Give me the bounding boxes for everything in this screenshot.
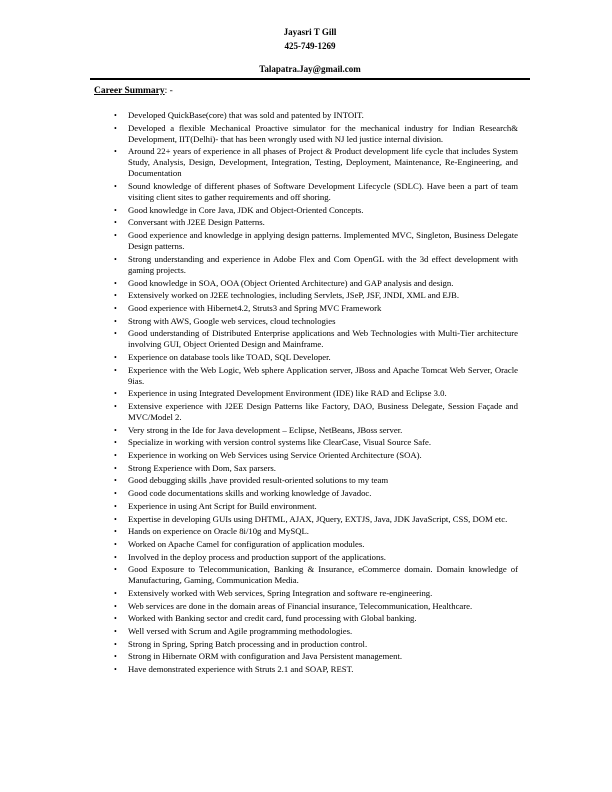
list-item-text: Well versed with Scrum and Agile programming methodologies. <box>128 626 353 636</box>
list-item <box>114 462 518 474</box>
list-item <box>114 181 518 203</box>
list-item-text: Good experience and knowledge in applying design patterns. Implemented MVC, Singleton, Business Delegate Design patterns. <box>128 230 518 252</box>
bullet-icon: • <box>114 652 117 662</box>
list-item <box>114 146 518 179</box>
list-item <box>114 364 518 387</box>
list-item-text: Specialize in working with version control systems like ClearCase, Visual Source Safe. <box>128 437 432 448</box>
list-item-text: Strong Experience with Dom, Sax parsers. <box>128 462 276 473</box>
bullet-icon: • <box>114 254 117 264</box>
bullet-icon: • <box>114 588 117 598</box>
bullet-icon: • <box>114 218 117 228</box>
list-item <box>114 500 518 512</box>
list-item-text: Experience with the Web Logic, Web sphere Application server, JBoss and Apache Tomcat Web Server, Oracle 9ias. <box>128 364 518 386</box>
list-item <box>114 122 518 145</box>
list-item <box>114 230 518 252</box>
list-item <box>114 526 518 537</box>
list-item <box>114 664 518 675</box>
bullet-icon: • <box>114 539 117 549</box>
list-item <box>114 626 518 637</box>
list-item-text: Experience in using Integrated Development Environment (IDE) like RAD and Eclipse 3.0. <box>128 388 447 399</box>
list-item <box>114 328 518 350</box>
list-item-text: Developed a flexible Mechanical Proactive simulator for the mechanical industry for Indian Research& Development, IIT(Delhi)- that has been wrongly used with NJ led justice internal division. <box>128 122 518 144</box>
list-item-text: Experience on database tools like TOAD, SQL Developer. <box>128 351 331 362</box>
bullet-icon: • <box>114 329 117 339</box>
bullet-icon: • <box>114 182 117 192</box>
bullet-icon: • <box>114 527 117 537</box>
list-item-text: Good experience with Hibernet4.2, Struts3 and Spring MVC Framework <box>128 302 382 313</box>
list-item <box>114 450 518 461</box>
list-item <box>114 475 518 486</box>
list-item <box>114 388 518 399</box>
bullet-icon: • <box>114 463 117 473</box>
list-item <box>114 315 518 327</box>
list-item-text: Conversant with J2EE Design Patterns. <box>128 217 265 228</box>
section-title: Career Summary <box>94 86 165 96</box>
list-item-text: Good understanding of Distributed Enterprise applications and Web Technologies with Multi-Tier architecture involving GUI, Object Oriented Design and Mainframe. <box>128 328 518 350</box>
list-item-text: Good debugging skills ,have provided result-oriented solutions to my team <box>128 475 389 486</box>
bullet-icon: • <box>114 278 117 288</box>
bullet-icon: • <box>114 501 117 511</box>
candidate-phone: 425-749-1269 <box>284 41 336 51</box>
list-item-text: Web services are done in the domain areas of Financial insurance, Telecommunication, Healthcare. <box>128 600 473 611</box>
list-item <box>114 551 518 563</box>
list-item <box>114 351 518 363</box>
list-item-text: Extensively worked with Web services, Spring Integration and software re-engineering. <box>128 587 433 598</box>
list-item-text: Experience in working on Web Services using Service Oriented Architecture (SOA). <box>128 450 422 461</box>
list-item <box>114 513 518 525</box>
bullet-icon: • <box>114 402 117 411</box>
bullet-icon: • <box>114 231 117 241</box>
bullet-icon: • <box>114 552 117 562</box>
bullet-icon: • <box>114 123 117 133</box>
bullet-icon: • <box>114 316 117 326</box>
list-item-text: Developed QuickBase(core) that was sold and patented by INTOIT. <box>128 110 364 120</box>
section-suffix: : - <box>164 86 173 96</box>
section-heading <box>94 86 173 96</box>
bullet-icon: • <box>114 639 117 649</box>
bullet-icon: • <box>114 514 117 524</box>
list-item-text: Sound knowledge of different phases of Software Development Lifecycle (SDLC). Have been a part of team visiting client sites to gather requirements and off shoring. <box>128 181 518 203</box>
list-item <box>114 110 518 121</box>
bullet-icon: • <box>114 489 117 499</box>
list-item-text: Experience in using Ant Script for Build environment. <box>128 500 317 511</box>
list-item <box>114 651 518 662</box>
list-item <box>114 538 518 550</box>
list-item <box>114 204 518 216</box>
list-item-text: Good knowledge in Core Java, JDK and Object-Oriented Concepts. <box>128 204 364 215</box>
list-item <box>114 302 518 314</box>
list-item <box>114 613 518 624</box>
bullet-icon: • <box>114 627 117 636</box>
bullet-icon: • <box>114 476 117 486</box>
list-item <box>114 290 518 301</box>
list-item <box>114 401 518 423</box>
bullet-icon: • <box>114 111 117 120</box>
list-item <box>114 437 518 448</box>
list-item-text: Have demonstrated experience with Struts 2.1 and SOAP, REST. <box>128 664 354 675</box>
bullet-icon: • <box>114 352 117 362</box>
list-item-text: Strong understanding and experience in Adobe Flex and Com OpenGL with the 3d effect development with gaming projects. <box>128 253 518 275</box>
list-item <box>114 587 518 599</box>
bullet-icon: • <box>114 614 117 624</box>
list-item-text: Worked with Banking sector and credit card, fund processing with Global banking. <box>128 613 417 624</box>
bullet-icon: • <box>114 438 117 448</box>
bullet-icon: • <box>114 665 117 675</box>
list-item-text: Extensive experience with J2EE Design Patterns like Factory, DAO, Business Delegate, Session Façade and MVC/Model 2. <box>128 401 518 422</box>
list-item-text: Strong with AWS, Google web services, cloud technologies <box>128 315 336 326</box>
list-item-text: Strong in Hibernate ORM with configuration and Java Persistent management. <box>128 651 403 662</box>
list-item <box>114 600 518 612</box>
bullet-icon: • <box>114 303 117 313</box>
candidate-email: Talapatra.Jay@gmail.com <box>259 64 361 74</box>
candidate-name: Jayasri T Gill <box>283 27 337 37</box>
bullet-icon: • <box>114 425 117 435</box>
career-summary-list <box>114 110 518 677</box>
list-item-text: Good code documentations skills and working knowledge of Javadoc. <box>128 488 372 499</box>
list-item <box>114 488 518 499</box>
list-item <box>114 217 518 228</box>
list-item-text: Expertise in developing GUIs using DHTML, AJAX, JQuery, EXTJS, Java, JDK JavaScript, CSS, DOM etc. <box>128 513 508 524</box>
bullet-icon: • <box>114 291 117 301</box>
list-item <box>114 564 518 586</box>
bullet-icon: • <box>114 389 117 399</box>
list-item-text: Hands on experience on Oracle 8i/10g and MySQL. <box>128 526 309 537</box>
list-item-text: Around 22+ years of experience in all phases of Project & Product development life cycle that includes System Study, Analysis, Design, Development, Integration, Testing, Deployment, Maintenance, Re-Engineering, and Documentation <box>128 146 518 179</box>
list-item <box>114 277 518 289</box>
bullet-icon: • <box>114 451 117 461</box>
list-item-text: Extensively worked on J2EE technologies, including Servlets, JSeP, JSF, JNDI, XML and EJB. <box>128 290 460 301</box>
bullet-icon: • <box>114 601 117 611</box>
list-item-text: Worked on Apache Camel for configuration of application modules. <box>128 538 365 549</box>
bullet-icon: • <box>114 365 117 375</box>
list-item <box>114 638 518 650</box>
list-item-text: Strong in Spring, Spring Batch processing and in production control. <box>128 638 368 649</box>
bullet-icon: • <box>114 205 117 215</box>
list-item-text: Good Exposure to Telecommunication, Banking & Insurance, eCommerce domain. Domain knowledge of Manufacturing, Gaming, Communication Media. <box>128 564 518 586</box>
list-item <box>114 424 518 436</box>
list-item-text: Very strong in the Ide for Java development – Eclipse, NetBeans, JBoss server. <box>128 424 403 435</box>
bullet-icon: • <box>114 565 117 575</box>
list-item <box>114 253 518 276</box>
bullet-icon: • <box>114 147 117 157</box>
list-item-text: Involved in the deploy process and production support of the applications. <box>128 551 386 562</box>
list-item-text: Good knowledge in SOA, OOA (Object Oriented Architecture) and GAP analysis and design. <box>128 277 454 288</box>
header-divider <box>90 78 530 80</box>
